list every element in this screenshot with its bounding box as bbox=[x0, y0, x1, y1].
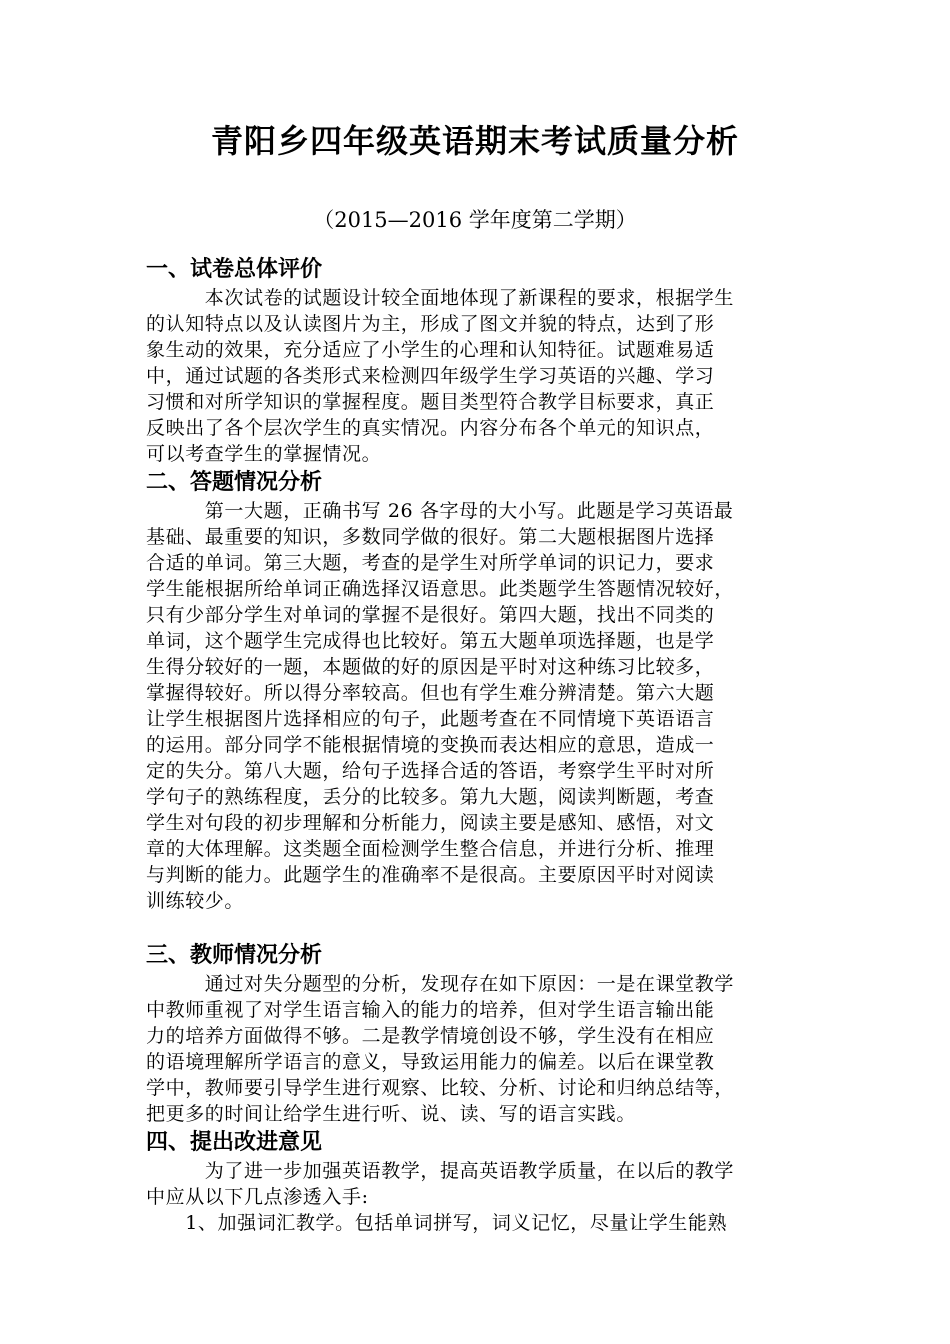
document-title: 青阳乡四年级英语期末考试质量分析 bbox=[210, 122, 739, 160]
paragraph-line: 学生能根据所给单词正确选择汉语意思。此类题学生答题情况较好， bbox=[146, 578, 735, 600]
section-heading-answers: 二、答题情况分析 bbox=[146, 469, 323, 495]
paragraph-line: 通过对失分题型的分析，发现存在如下原因：一是在课堂教学 bbox=[146, 973, 735, 995]
paragraph-line: 学生对句段的初步理解和分析能力，阅读主要是感知、感悟，对文 bbox=[146, 812, 715, 834]
paragraph-line: 把更多的时间让给学生进行听、说、读、写的语言实践。 bbox=[146, 1103, 637, 1125]
paragraph-line: 章的大体理解。这类题全面检测学生整合信息，并进行分析、推理 bbox=[146, 838, 715, 860]
paragraph-line: 习惯和对所学知识的掌握程度。题目类型符合教学目标要求，真正 bbox=[146, 391, 715, 413]
paragraph-line: 基础、最重要的知识，多数同学做的很好。第二大题根据图片选择 bbox=[146, 526, 715, 548]
paragraph-line: 第一大题，正确书写 26 各字母的大小写。此题是学习英语最 bbox=[146, 500, 734, 522]
paragraph-line: 为了进一步加强英语教学，提高英语教学质量，在以后的教学 bbox=[146, 1160, 735, 1182]
paragraph-line: 掌握得较好。所以得分率较高。但也有学生难分辨清楚。第六大题 bbox=[146, 682, 715, 704]
paragraph-line: 合适的单词。第三大题，考查的是学生对所学单词的识记力，要求 bbox=[146, 552, 715, 574]
section-heading-teachers: 三、教师情况分析 bbox=[146, 942, 323, 968]
paragraph-line: 训练较少。 bbox=[146, 890, 245, 912]
paragraph-line: 生得分较好的一题，本题做的好的原因是平时对这种练习比较多， bbox=[146, 656, 715, 678]
section-heading-improvements: 四、提出改进意见 bbox=[146, 1129, 323, 1155]
paragraph-line: 让学生根据图片选择相应的句子，此题考查在不同情境下英语语言 bbox=[146, 708, 715, 730]
paragraph-line: 学句子的熟练程度，丢分的比较多。第九大题，阅读判断题，考查 bbox=[146, 786, 715, 808]
paragraph-line: 力的培养方面做得不够。二是教学情境创设不够，学生没有在相应 bbox=[146, 1025, 715, 1047]
paragraph-line: 的认知特点以及认读图片为主，形成了图文并貌的特点，达到了形 bbox=[146, 313, 715, 335]
paragraph-line: 定的失分。第八大题，给句子选择合适的答语，考察学生平时对所 bbox=[146, 760, 715, 782]
paragraph-line: 反映出了各个层次学生的真实情况。内容分布各个单元的知识点， bbox=[146, 417, 715, 439]
paragraph-line: 中教师重视了对学生语言输入的能力的培养，但对学生语言输出能 bbox=[146, 999, 715, 1021]
paragraph-line: 1、加强词汇教学。包括单词拼写，词义记忆，尽量让学生能熟 bbox=[146, 1212, 728, 1234]
paragraph-line: 象生动的效果，充分适应了小学生的心理和认知特征。试题难易适 bbox=[146, 339, 715, 361]
section-heading-evaluation: 一、试卷总体评价 bbox=[146, 256, 323, 282]
document-subtitle: （2015—2016 学年度第二学期） bbox=[313, 208, 637, 232]
document-body bbox=[146, 254, 806, 1236]
paragraph-line: 单词，这个题学生完成得也比较好。第五大题单项选择题，也是学 bbox=[146, 630, 715, 652]
paragraph-line: 与判断的能力。此题学生的准确率不是很高。主要原因平时对阅读 bbox=[146, 864, 715, 886]
paragraph-line: 中，通过试题的各类形式来检测四年级学生学习英语的兴趣、学习 bbox=[146, 365, 715, 387]
paragraph-line: 只有少部分学生对单词的掌握不是很好。第四大题，找出不同类的 bbox=[146, 604, 715, 626]
paragraph-line: 的运用。部分同学不能根据情境的变换而表达相应的意思，造成一 bbox=[146, 734, 715, 756]
paragraph-line: 的语境理解所学语言的意义，导致运用能力的偏差。以后在课堂教 bbox=[146, 1051, 715, 1073]
paragraph-line: 本次试卷的试题设计较全面地体现了新课程的要求，根据学生 bbox=[146, 287, 735, 309]
paragraph-line: 中应从以下几点渗透入手: bbox=[146, 1186, 369, 1208]
blank-line bbox=[146, 914, 806, 940]
paragraph-line: 可以考查学生的掌握情况。 bbox=[146, 443, 382, 465]
paragraph-line: 学中，教师要引导学生进行观察、比较、分析、讨论和归纳总结等， bbox=[146, 1077, 735, 1099]
